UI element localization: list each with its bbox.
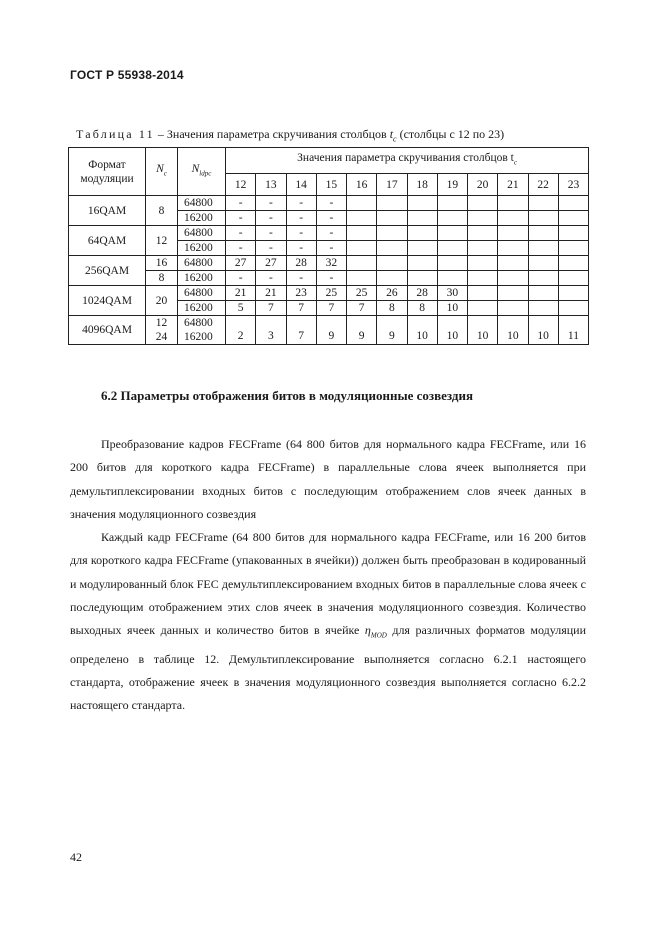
- value-cell: -: [226, 226, 256, 241]
- symbol-eta: η: [364, 623, 371, 638]
- nldpc-cell: 16200: [178, 271, 226, 286]
- paragraph-2: Каждый кадр FECFrame (64 800 битов для нормального кадра FECFrame, или 16 200 битов для короткого кадра FECFrame (упакованных в ячейки)) должен быть преобразован в кодированный и модулированный блок FEC демультиплексированием входных битов в параллельные слова ячеек с последующим отображением этих слов ячеек в значения модуляционного созвездия. Количество выходных ячеек данных и количество битов в ячейке $\eta_{MOD}$ для различных форматов модуляции определено в таблице 12. Демультиплексирование выполняется согласно 6.2.1 настоящего стандарта, отображение ячеек в значения модуляционного созвездия выполняется согласно 6.2.2 настоящего стандарта.: [70, 530, 586, 713]
- value-cell: 32: [316, 256, 346, 271]
- value-cell: [528, 211, 558, 226]
- value-cell: 7: [256, 301, 286, 316]
- value-cell: [377, 256, 407, 271]
- column-header: 23: [558, 174, 588, 196]
- value-cell: -: [316, 196, 346, 211]
- nldpc-cell: 64800: [178, 226, 226, 241]
- value-cell: [468, 286, 498, 301]
- value-cell: 2: [226, 316, 256, 345]
- value-cell: [528, 286, 558, 301]
- column-header: 22: [528, 174, 558, 196]
- value-cell: 21: [256, 286, 286, 301]
- value-cell: [347, 226, 377, 241]
- column-header: 12: [226, 174, 256, 196]
- paragraph-1: Преобразование кадров FECFrame (64 800 битов для нормального кадра FECFrame, или 16 200 битов для короткого кадра FECFrame) в параллельные слова ячеек выполняется при демультиплексировании входных битов с последующим отображением слов ячеек данных в значения модуляционного созвездия: [70, 437, 586, 521]
- value-cell: -: [286, 196, 316, 211]
- modulation-cell: 16QAM: [69, 196, 146, 226]
- nldpc-cell: 64800: [178, 196, 226, 211]
- section-title: 6.2 Параметры отображения битов в модуляционные созвездия: [101, 388, 474, 403]
- value-cell: [468, 226, 498, 241]
- value-cell: [437, 241, 467, 256]
- nldpc-cell: 16200: [178, 211, 226, 226]
- column-header: 18: [407, 174, 437, 196]
- value-cell: -: [226, 196, 256, 211]
- value-cell: [468, 301, 498, 316]
- value-cell: 30: [437, 286, 467, 301]
- value-cell: -: [256, 271, 286, 286]
- value-cell: [437, 211, 467, 226]
- value-cell: 7: [316, 301, 346, 316]
- value-cell: -: [256, 211, 286, 226]
- column-header: 20: [468, 174, 498, 196]
- column-header: 19: [437, 174, 467, 196]
- value-cell: 3: [256, 316, 286, 345]
- column-header: 14: [286, 174, 316, 196]
- table-row: [69, 271, 589, 286]
- value-cell: [377, 226, 407, 241]
- table-row: [69, 316, 589, 345]
- value-cell: -: [226, 211, 256, 226]
- value-cell: [498, 286, 528, 301]
- value-cell: [528, 271, 558, 286]
- table-row: [69, 226, 589, 241]
- column-header: 13: [256, 174, 286, 196]
- value-cell: [407, 271, 437, 286]
- value-cell: [558, 256, 588, 271]
- value-cell: [347, 241, 377, 256]
- table-caption: [76, 127, 504, 143]
- modulation-cell: 256QAM: [69, 256, 146, 286]
- value-cell: [498, 301, 528, 316]
- value-cell: [528, 301, 558, 316]
- column-header: 15: [316, 174, 346, 196]
- value-cell: 9: [347, 316, 377, 345]
- header-values: Значения параметра скручивания столбцов $t_c$: [226, 148, 589, 174]
- value-cell: [347, 256, 377, 271]
- table-body: [69, 196, 589, 345]
- nldpc-value: 16200: [184, 331, 213, 343]
- value-cell: [498, 271, 528, 286]
- value-cell: [407, 241, 437, 256]
- nc-cell: 12: [146, 226, 178, 256]
- value-cell: [468, 271, 498, 286]
- symbol-t: t: [389, 127, 394, 141]
- table-row: [69, 256, 589, 271]
- value-cell: [347, 211, 377, 226]
- value-cell: [528, 256, 558, 271]
- value-cell: 10: [407, 316, 437, 345]
- value-cell: [558, 196, 588, 211]
- page-number: 42: [70, 850, 82, 864]
- nldpc-cell: 64800: [178, 256, 226, 271]
- column-header: 16: [347, 174, 377, 196]
- twist-parameters-table: [68, 147, 589, 345]
- value-cell: 27: [226, 256, 256, 271]
- value-cell: [528, 226, 558, 241]
- value-cell: -: [286, 226, 316, 241]
- value-cell: [437, 226, 467, 241]
- value-cell: -: [226, 271, 256, 286]
- table-caption-text: – Значения параметра скручивания столбцов: [154, 127, 390, 141]
- value-cell: -: [226, 241, 256, 256]
- value-cell: [558, 286, 588, 301]
- value-cell: 5: [226, 301, 256, 316]
- value-cell: 7: [286, 316, 316, 345]
- value-cell: [468, 256, 498, 271]
- value-cell: [558, 241, 588, 256]
- value-cell: 28: [286, 256, 316, 271]
- nc-value: 12: [155, 317, 168, 329]
- nc-cell: [146, 316, 178, 345]
- value-cell: [468, 241, 498, 256]
- value-cell: [407, 211, 437, 226]
- value-cell: [407, 256, 437, 271]
- value-cell: [558, 211, 588, 226]
- value-cell: 7: [347, 301, 377, 316]
- symbol-eta-sub: MOD: [370, 631, 387, 640]
- value-cell: [498, 226, 528, 241]
- value-cell: [558, 226, 588, 241]
- value-cell: 10: [437, 301, 467, 316]
- nldpc-cell: 64800: [178, 286, 226, 301]
- symbol-t-sub: c: [393, 134, 397, 144]
- value-cell: [437, 196, 467, 211]
- value-cell: 9: [377, 316, 407, 345]
- value-cell: 11: [558, 316, 588, 345]
- nc-value: 24: [155, 331, 168, 343]
- value-cell: [498, 256, 528, 271]
- nldpc-cell: 16200: [178, 301, 226, 316]
- value-cell: 26: [377, 286, 407, 301]
- nc-cell: 8: [146, 196, 178, 226]
- value-cell: -: [286, 241, 316, 256]
- value-cell: 27: [256, 256, 286, 271]
- value-cell: -: [316, 271, 346, 286]
- table-caption-suffix: (столбцы с 12 по 23): [396, 127, 505, 141]
- value-cell: [468, 211, 498, 226]
- value-cell: 25: [347, 286, 377, 301]
- modulation-cell: 4096QAM: [69, 316, 146, 345]
- value-cell: -: [316, 226, 346, 241]
- value-cell: 10: [498, 316, 528, 345]
- value-cell: -: [256, 226, 286, 241]
- column-header: 17: [377, 174, 407, 196]
- table-row: [69, 196, 589, 211]
- header-modulation: Формат модуляции: [69, 148, 146, 196]
- value-cell: [347, 196, 377, 211]
- table-row: [69, 286, 589, 301]
- modulation-cell: 1024QAM: [69, 286, 146, 316]
- value-cell: -: [286, 211, 316, 226]
- value-cell: 9: [316, 316, 346, 345]
- value-cell: [347, 271, 377, 286]
- table-label: Таблица 11: [76, 127, 155, 141]
- value-cell: -: [256, 241, 286, 256]
- value-cell: -: [316, 211, 346, 226]
- value-cell: [437, 271, 467, 286]
- value-cell: [528, 196, 558, 211]
- value-cell: [377, 211, 407, 226]
- value-cell: [377, 196, 407, 211]
- nldpc-value: 64800: [184, 317, 213, 329]
- value-cell: 7: [286, 301, 316, 316]
- value-cell: -: [316, 241, 346, 256]
- value-cell: [558, 271, 588, 286]
- value-cell: -: [286, 271, 316, 286]
- value-cell: 25: [316, 286, 346, 301]
- value-cell: [558, 301, 588, 316]
- value-cell: [437, 256, 467, 271]
- value-cell: 23: [286, 286, 316, 301]
- value-cell: 21: [226, 286, 256, 301]
- value-cell: 10: [528, 316, 558, 345]
- value-cell: 10: [437, 316, 467, 345]
- nc-cell: 8: [146, 271, 178, 286]
- value-cell: [377, 271, 407, 286]
- value-cell: 8: [407, 301, 437, 316]
- nc-cell: 20: [146, 286, 178, 316]
- value-cell: [528, 241, 558, 256]
- value-cell: 8: [377, 301, 407, 316]
- value-cell: [498, 241, 528, 256]
- nc-cell: 16: [146, 256, 178, 271]
- value-cell: [407, 196, 437, 211]
- header-nldpc: $N_{ldpc}$: [178, 148, 226, 196]
- value-cell: [377, 241, 407, 256]
- value-cell: 28: [407, 286, 437, 301]
- value-cell: [468, 196, 498, 211]
- value-cell: [498, 211, 528, 226]
- nldpc-cell: 16200: [178, 241, 226, 256]
- modulation-cell: 64QAM: [69, 226, 146, 256]
- column-header: 21: [498, 174, 528, 196]
- value-cell: -: [256, 196, 286, 211]
- value-cell: 10: [468, 316, 498, 345]
- nldpc-cell: [178, 316, 226, 345]
- header-nc: $N_c$: [146, 148, 178, 196]
- value-cell: [407, 226, 437, 241]
- document-header: ГОСТ Р 55938-2014: [70, 68, 184, 82]
- value-cell: [498, 196, 528, 211]
